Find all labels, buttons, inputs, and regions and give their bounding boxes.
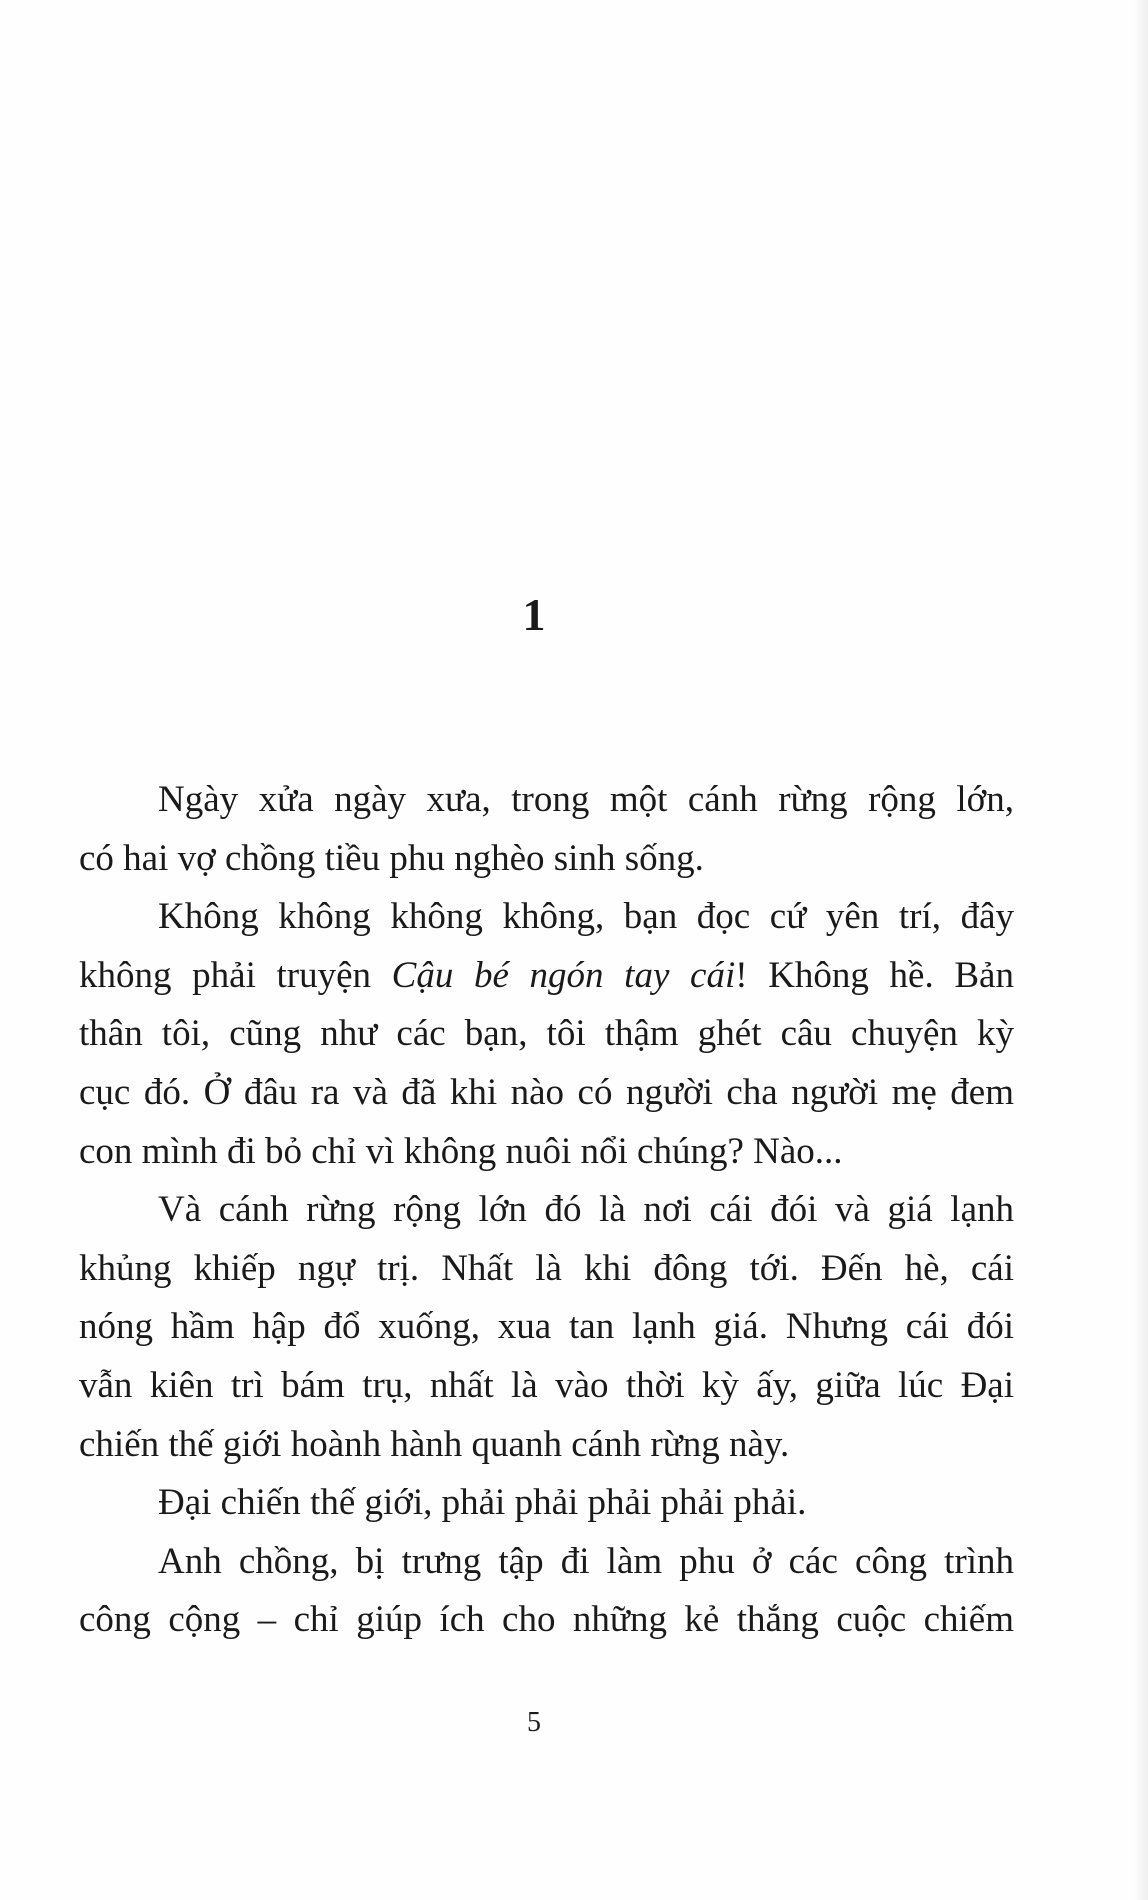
- text-line: vẫn kiên trì bám trụ, nhất là vào thời kỳ ấy, giữa lúc Đại: [79, 1364, 1014, 1406]
- text-line: thân tôi, cũng như các bạn, tôi thậm ghét câu chuyện kỳ: [79, 1013, 1014, 1055]
- text-line: con mình đi bỏ chỉ vì không nuôi nổi chúng? Nào...: [79, 1130, 843, 1172]
- text-line: Và cánh rừng rộng lớn đó là nơi cái đói và giá lạnh: [158, 1189, 1014, 1231]
- text-line: Anh chồng, bị trưng tập đi làm phu ở các công trình: [158, 1540, 1014, 1582]
- chapter-body-text: [79, 771, 1014, 1650]
- text-line: cục đó. Ở đâu ra và đã khi nào có người cha người mẹ đem: [79, 1071, 1014, 1113]
- chapter-number: 1: [522, 589, 546, 640]
- text-line: Ngày xửa ngày xưa, trong một cánh rừng rộng lớn,: [158, 779, 1014, 820]
- book-title-italic: Cậu bé ngón tay cái: [391, 954, 736, 996]
- text-line: [79, 947, 1014, 1006]
- text-segment: ! Không hề. Bản: [735, 954, 1014, 996]
- text-line: công cộng – chỉ giúp ích cho những kẻ thắng cuộc chiếm: [79, 1599, 1014, 1641]
- page-number: 5: [527, 1707, 541, 1738]
- text-line: Đại chiến thế giới, phải phải phải phải phải.: [158, 1482, 807, 1524]
- text-segment: không phải truyện: [79, 954, 392, 996]
- text-line: Không không không không, bạn đọc cứ yên trí, đây: [158, 896, 1014, 938]
- text-line: nóng hầm hập đổ xuống, xua tan lạnh giá. Nhưng cái đói: [79, 1306, 1014, 1348]
- text-line: chiến thế giới hoành hành quanh cánh rừng này.: [79, 1423, 790, 1465]
- page-edge-shadow: [1134, 0, 1148, 1900]
- text-line: khủng khiếp ngự trị. Nhất là khi đông tới. Đến hè, cái: [79, 1247, 1014, 1289]
- text-line: có hai vợ chồng tiều phu nghèo sinh sống.: [79, 837, 704, 879]
